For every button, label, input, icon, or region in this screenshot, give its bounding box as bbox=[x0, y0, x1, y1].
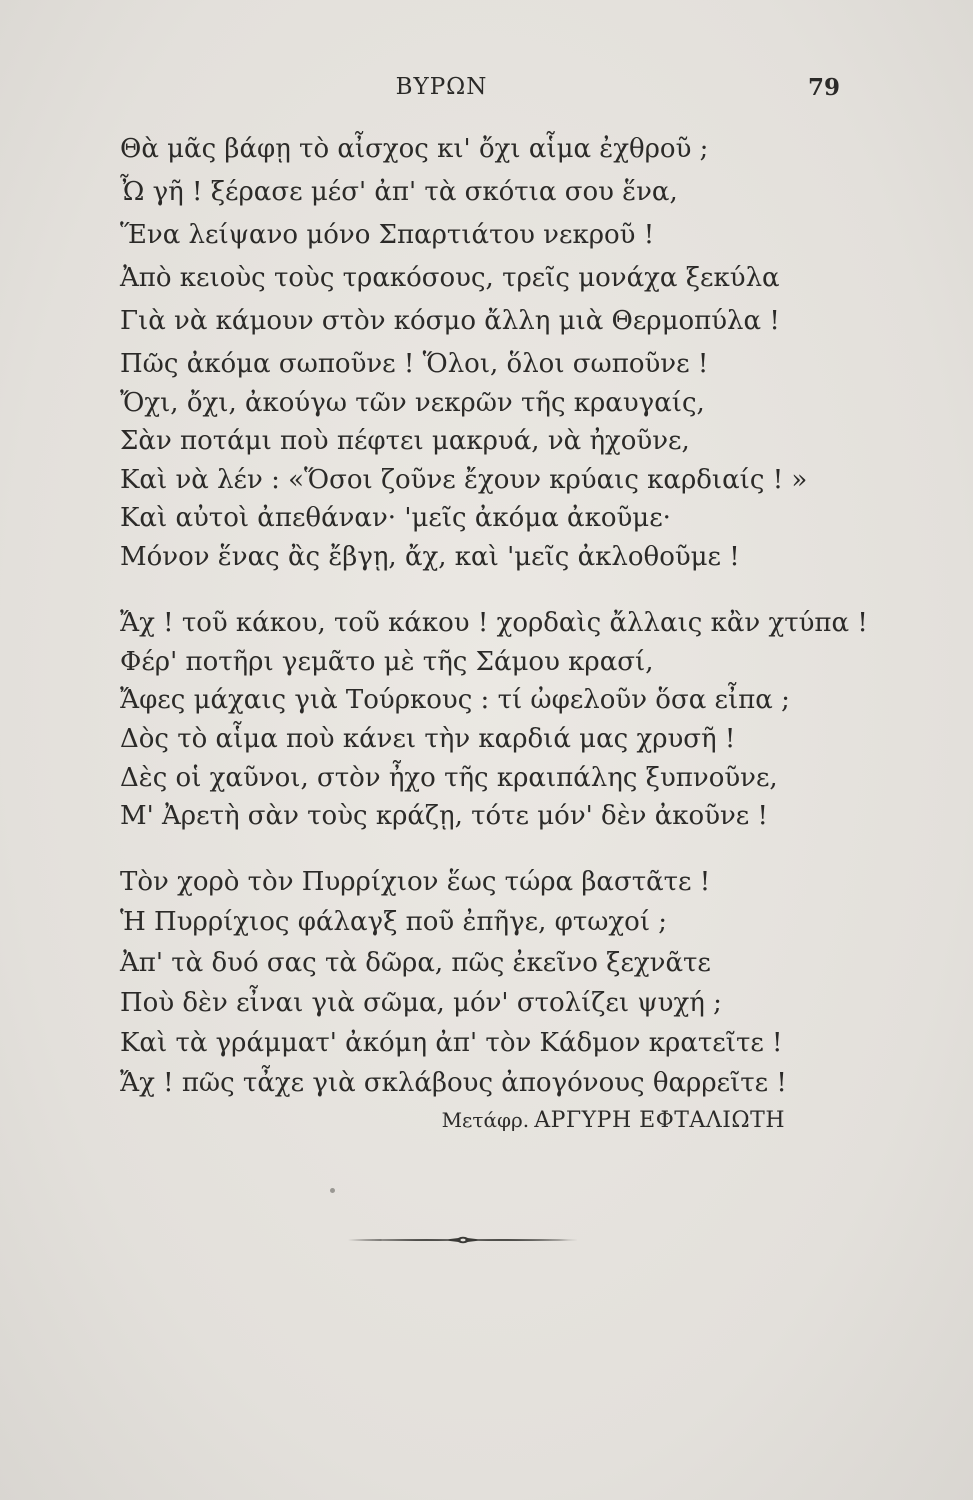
verse-line: Μόνον ἕνας ἂς ἔβγῃ, ἄχ, καὶ 'μεῖς ἀκλοθοῦμε ! bbox=[120, 541, 740, 572]
verse-line: Δὸς τὸ αἷμα ποὺ κάνει τὴν καρδιά μας χρυσῆ ! bbox=[120, 724, 736, 755]
running-title: ΒΥΡΩΝ bbox=[395, 74, 488, 100]
stanza-3 bbox=[120, 604, 868, 836]
translator-credit bbox=[400, 1108, 785, 1133]
verse-line: Καὶ νὰ λέν : «Ὅσοι ζοῦνε ἔχουν κρύαις καρδιαίς ! » bbox=[120, 464, 808, 495]
verse-line: Ὄχι, ὄχι, ἀκούγω τῶν νεκρῶν τῆς κραυγαίς, bbox=[120, 387, 705, 418]
stanza-2 bbox=[120, 345, 840, 576]
verse-line: Ἄφες μάχαις γιὰ Τούρκους : τί ὠφελοῦν ὅσα εἶπα ; bbox=[120, 685, 790, 716]
page-number: 79 bbox=[807, 74, 840, 101]
verse-line: Καὶ τὰ γράμματ' ἀκόμη ἀπ' τὸν Κάδμον κρατεῖτε ! bbox=[120, 1028, 783, 1059]
verse-line: Σὰν ποτάμι ποὺ πέφτει μακρυά, νὰ ἠχοῦνε, bbox=[120, 426, 690, 456]
tailpiece-rule-icon bbox=[348, 1232, 578, 1248]
verse-line: Ἕνα λείψανο μόνο Σπαρτιάτου νεκροῦ ! bbox=[120, 220, 655, 250]
verse-line: Ἄχ ! πῶς τἆχε γιὰ σκλάβους ἀπογόνους θαρρεῖτε ! bbox=[120, 1068, 787, 1099]
stanza-4 bbox=[120, 862, 840, 1104]
verse-line: Δὲς οἱ χαῦνοι, στὸν ἦχο τῆς κραιπάλης ξυπνοῦνε, bbox=[120, 762, 778, 793]
running-head bbox=[0, 74, 973, 104]
translation-prefix: Μετάφρ. bbox=[441, 1108, 530, 1132]
translator-name: ΑΡΓΥΡΗ ΕΦΤΑΛΙΩΤΗ bbox=[534, 1108, 785, 1133]
verse-line: Φέρ' ποτῆρι γεμᾶτο μὲ τῆς Σάμου κρασί, bbox=[120, 646, 654, 677]
verse-line: Ἄχ ! τοῦ κάκου, τοῦ κάκου ! χορδαὶς ἄλλαις κἂν χτύπα ! bbox=[120, 608, 868, 638]
verse-line: Ἀπὸ κειοὺς τοὺς τρακόσους, τρεῖς μονάχα ξεκύλα bbox=[120, 263, 780, 293]
stanza-1 bbox=[120, 128, 840, 343]
verse-line: Γιὰ νὰ κάμουν στὸν κόσμο ἄλλη μιὰ Θερμοπύλα ! bbox=[120, 306, 780, 336]
verse-line: Πῶς ἀκόμα σωποῦνε ! Ὅλοι, ὅλοι σωποῦνε ! bbox=[120, 349, 709, 379]
verse-line: Ἀπ' τὰ δυό σας τὰ δῶρα, πῶς ἐκεῖνο ξεχνᾶτε bbox=[120, 947, 711, 978]
verse-line: Καὶ αὐτοὶ ἀπεθάναν· 'μεῖς ἀκόμα ἀκοῦμε· bbox=[120, 503, 671, 533]
verse-line: Ὦ γῆ ! ξέρασε μέσ' ἀπ' τὰ σκότια σου ἕνα, bbox=[120, 177, 678, 207]
verse-line: Τὸν χορὸ τὸν Πυρρίχιον ἕως τώρα βαστᾶτε ! bbox=[120, 867, 711, 897]
verse-line: Μ' Ἀρετὴ σὰν τοὺς κράζῃ, τότε μόν' δὲν ἀκοῦνε ! bbox=[120, 801, 768, 832]
verse-line: Ἡ Πυρρίχιος φάλαγξ ποῦ ἐπῆγε, φτωχοί ; bbox=[120, 907, 668, 938]
verse-line: Θὰ μᾶς βάφῃ τὸ αἶσχος κι' ὄχι αἷμα ἐχθροῦ ; bbox=[120, 134, 709, 164]
ink-speck bbox=[330, 1188, 335, 1193]
verse-line: Ποὺ δὲν εἶναι γιὰ σῶμα, μόν' στολίζει ψυχή ; bbox=[120, 987, 722, 1018]
